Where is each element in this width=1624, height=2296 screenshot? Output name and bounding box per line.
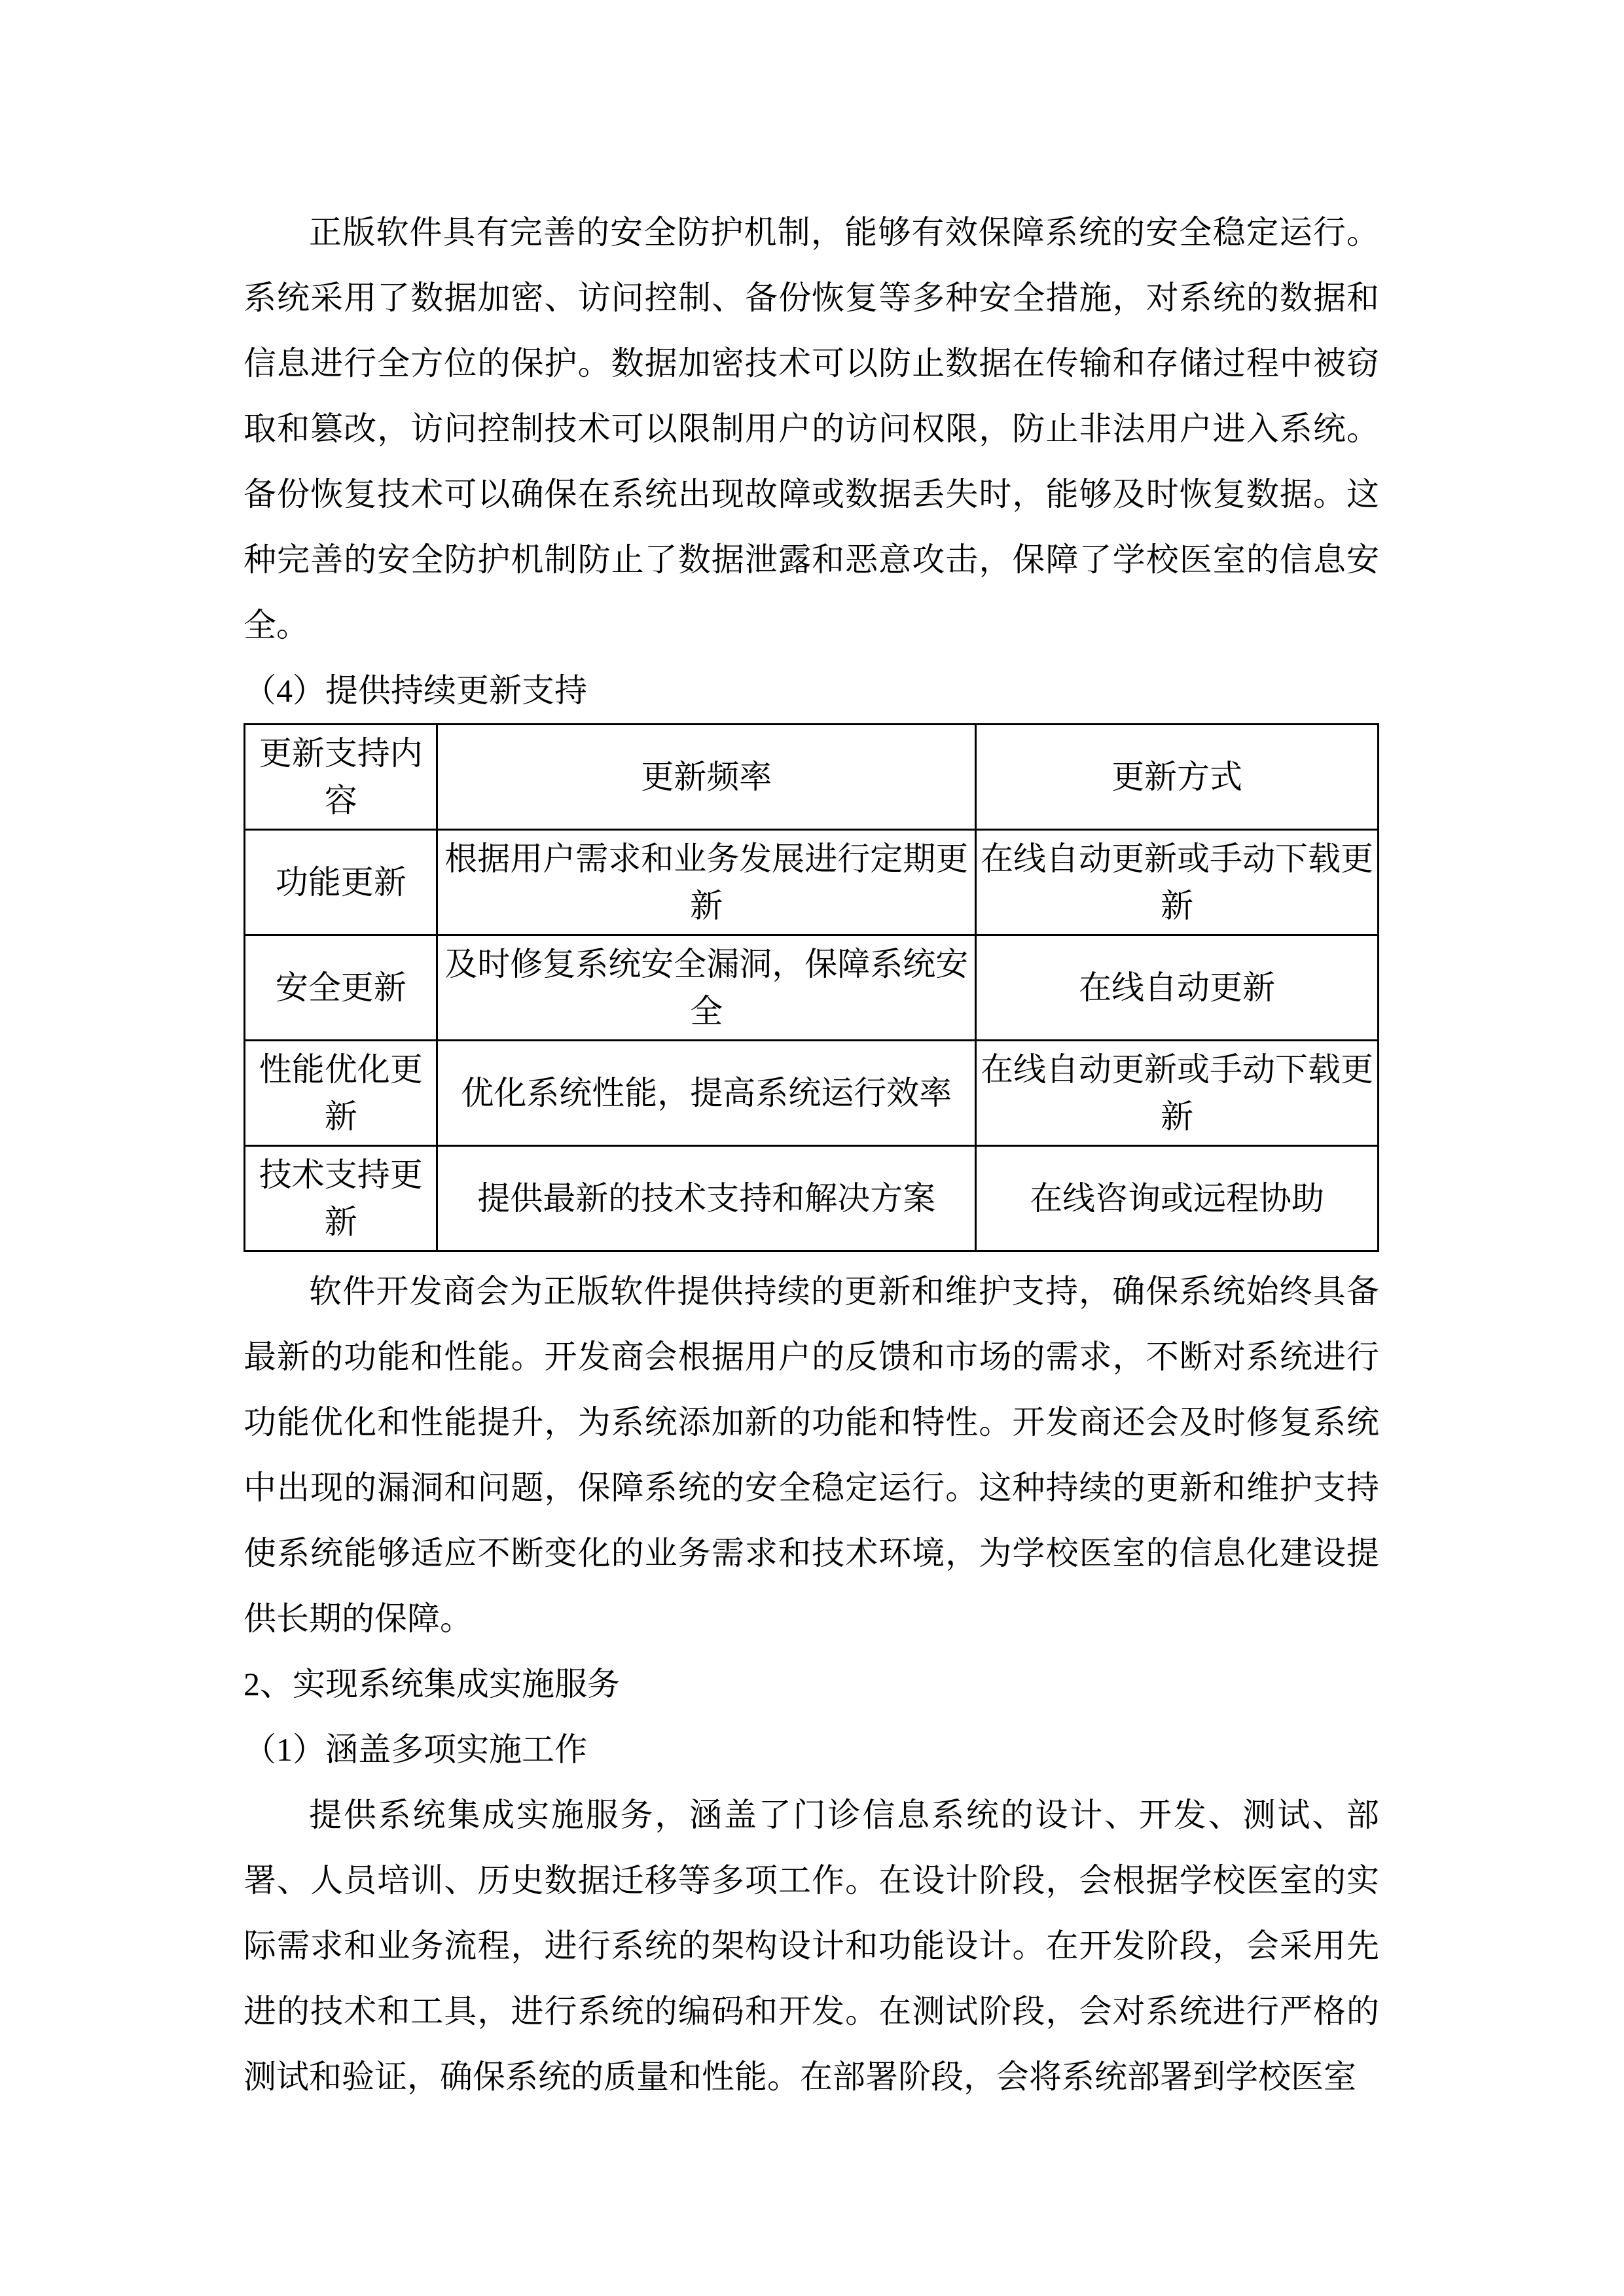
table-cell: 在线自动更新或手动下载更新: [976, 830, 1379, 935]
heading-item4-continuous-update: （4）提供持续更新支持: [244, 672, 587, 709]
table-row-performance-update: [245, 1041, 1379, 1146]
paragraph-security-protection: 正版软件具有完善的安全防护机制，能够有效保障系统的安全稳定运行。系统采用了数据加密、访问控制、备份恢复等多种安全措施，对系统的数据和信息进行全方位的保护。数据加密技术可以防止数据在传输和存储过程中被窃取和篡改，访问控制技术可以限制用户的访问权限，防止非法用户进入系统。备份恢复技术可以确保在系统出现故障或数据丢失时，能够及时恢复数据。这种完善的安全防护机制防止了数据泄露和恶意攻击，保障了学校医室的信息安全。: [244, 214, 1379, 643]
table-cell: 安全更新: [245, 935, 437, 1041]
table-header-update-frequency: 更新频率: [437, 725, 976, 830]
table-header-row: [245, 725, 1379, 830]
table-cell: 优化系统性能，提高系统运行效率: [437, 1041, 976, 1146]
table-row-security-update: [245, 935, 1379, 1041]
paragraph-integration-service: 提供系统集成实施服务，涵盖了门诊信息系统的设计、开发、测试、部署、人员培训、历史数据迁移等多项工作。在设计阶段，会根据学校医室的实际需求和业务流程，进行系统的架构设计和功能设计。在开发阶段，会采用先进的技术和工具，进行系统的编码和开发。在测试阶段，会对系统进行严格的测试和验证，确保系统的质量和性能。在部署阶段，会将系统部署到学校医室: [244, 1797, 1379, 2095]
table-row-function-update: [245, 830, 1379, 935]
table-cell: 提供最新的技术支持和解决方案: [437, 1146, 976, 1251]
update-support-table: [244, 723, 1379, 1252]
table-cell: 根据用户需求和业务发展进行定期更新: [437, 830, 976, 935]
table-cell: 在线自动更新或手动下载更新: [976, 1041, 1379, 1146]
table-cell: 在线自动更新: [976, 935, 1379, 1041]
heading-section2-system-integration: 2、实现系统集成实施服务: [244, 1666, 620, 1702]
table-row-tech-support-update: [245, 1146, 1379, 1251]
table-cell: 技术支持更新: [245, 1146, 437, 1251]
table-cell: 功能更新: [245, 830, 437, 935]
page-content: [244, 200, 1379, 2109]
table-cell: 性能优化更新: [245, 1041, 437, 1146]
heading-item1-implementation-work: （1）涵盖多项实施工作: [244, 1731, 587, 1768]
table-header-update-content: 更新支持内容: [245, 725, 437, 830]
paragraph-update-maintenance: 软件开发商会为正版软件提供持续的更新和维护支持，确保系统始终具备最新的功能和性能。开发商会根据用户的反馈和市场的需求，不断对系统进行功能优化和性能提升，为系统添加新的功能和特性。开发商还会及时修复系统中出现的漏洞和问题，保障系统的安全稳定运行。这种持续的更新和维护支持使系统能够适应不断变化的业务需求和技术环境，为学校医室的信息化建设提供长期的保障。: [244, 1273, 1379, 1637]
table-cell: 及时修复系统安全漏洞，保障系统安全: [437, 935, 976, 1041]
table-cell: 在线咨询或远程协助: [976, 1146, 1379, 1251]
table-header-update-method: 更新方式: [976, 725, 1379, 830]
